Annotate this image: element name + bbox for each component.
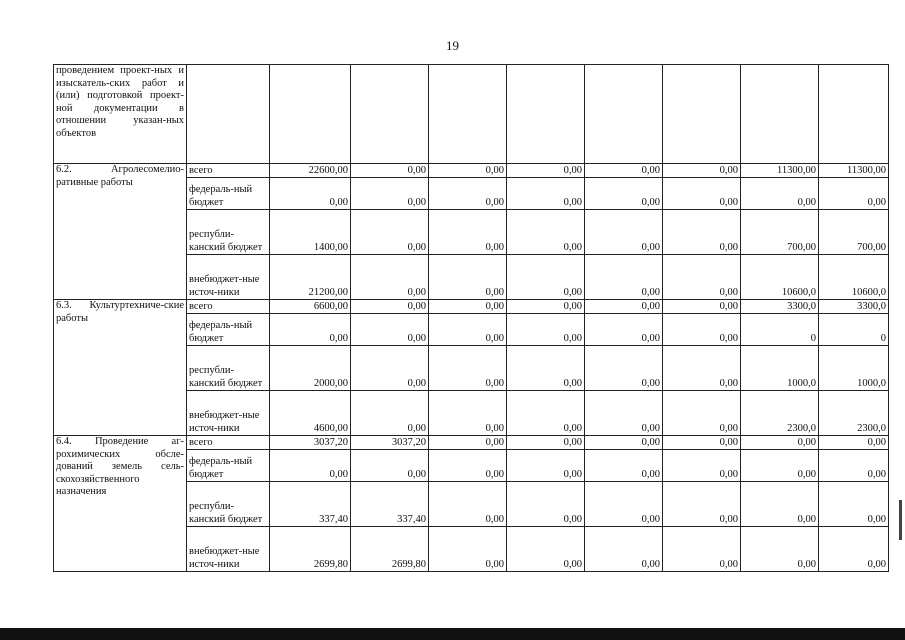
empty-cell (429, 65, 507, 164)
amount-cell: 0,00 (351, 210, 429, 255)
empty-cell (351, 65, 429, 164)
amount-cell: 0,00 (507, 436, 585, 450)
empty-cell (585, 65, 663, 164)
amount-cell: 0,00 (270, 450, 351, 482)
funding-source: республи-канский бюджет (187, 210, 270, 255)
funding-source: внебюджет-ные источ-ники (187, 255, 270, 300)
amount-cell: 0,00 (663, 346, 741, 391)
amount-cell: 0,00 (429, 178, 507, 210)
amount-cell: 0,00 (507, 391, 585, 436)
funding-source: федераль-ный бюджет (187, 178, 270, 210)
amount-cell: 2300,0 (741, 391, 819, 436)
amount-cell: 0,00 (663, 450, 741, 482)
amount-cell: 0,00 (507, 255, 585, 300)
amount-cell: 0,00 (507, 314, 585, 346)
amount-cell: 0,00 (663, 178, 741, 210)
amount-cell: 0,00 (429, 391, 507, 436)
amount-cell: 0,00 (429, 210, 507, 255)
funding-source: республи-канский бюджет (187, 346, 270, 391)
amount-cell: 0,00 (819, 482, 889, 527)
amount-cell: 0,00 (270, 314, 351, 346)
amount-cell: 0,00 (351, 450, 429, 482)
amount-cell: 0,00 (585, 391, 663, 436)
amount-cell: 0,00 (351, 255, 429, 300)
amount-cell: 0,00 (507, 450, 585, 482)
amount-cell: 0,00 (585, 314, 663, 346)
amount-cell: 0 (819, 314, 889, 346)
table-row (54, 436, 889, 450)
amount-cell: 6600,00 (270, 300, 351, 314)
amount-cell: 0,00 (819, 450, 889, 482)
amount-cell: 0,00 (429, 300, 507, 314)
page-number: 19 (446, 38, 459, 53)
amount-cell: 0,00 (819, 178, 889, 210)
amount-cell: 700,00 (741, 210, 819, 255)
amount-cell: 0,00 (585, 527, 663, 572)
amount-cell: 3037,20 (351, 436, 429, 450)
amount-cell: 0,00 (429, 255, 507, 300)
empty-cell (663, 65, 741, 164)
amount-cell: 10600,0 (819, 255, 889, 300)
amount-cell: 0,00 (429, 436, 507, 450)
section-title: 6.4. Проведение аг-рохимических обсле-дований земель сель-скохозяйственного назначения (54, 436, 187, 572)
amount-cell: 4600,00 (270, 391, 351, 436)
amount-cell: 0,00 (507, 300, 585, 314)
funding-source: всего (187, 436, 270, 450)
amount-cell: 1000,0 (741, 346, 819, 391)
amount-cell: 11300,00 (741, 164, 819, 178)
amount-cell: 11300,00 (819, 164, 889, 178)
amount-cell: 0,00 (741, 178, 819, 210)
empty-cell (270, 65, 351, 164)
amount-cell: 0,00 (741, 482, 819, 527)
amount-cell: 0,00 (351, 314, 429, 346)
amount-cell: 0,00 (585, 436, 663, 450)
amount-cell: 0,00 (429, 164, 507, 178)
scan-bottom-bar (0, 628, 905, 640)
amount-cell: 0,00 (663, 482, 741, 527)
amount-cell: 3300,0 (741, 300, 819, 314)
amount-cell: 0,00 (507, 178, 585, 210)
section-title: 6.2. Агролесомелио-ративные работы (54, 164, 187, 300)
budget-table (53, 64, 889, 572)
amount-cell: 1000,0 (819, 346, 889, 391)
amount-cell: 0,00 (429, 314, 507, 346)
amount-cell: 21200,00 (270, 255, 351, 300)
amount-cell: 0,00 (585, 450, 663, 482)
funding-source: внебюджет-ные источ-ники (187, 527, 270, 572)
amount-cell: 0,00 (585, 346, 663, 391)
amount-cell: 0,00 (507, 210, 585, 255)
amount-cell: 0,00 (351, 300, 429, 314)
amount-cell: 0,00 (819, 436, 889, 450)
amount-cell: 0,00 (663, 314, 741, 346)
amount-cell: 0,00 (585, 164, 663, 178)
amount-cell: 0,00 (351, 391, 429, 436)
amount-cell: 0,00 (663, 436, 741, 450)
amount-cell: 0,00 (663, 164, 741, 178)
amount-cell: 0,00 (585, 178, 663, 210)
amount-cell: 0,00 (585, 255, 663, 300)
empty-cell (741, 65, 819, 164)
amount-cell: 0,00 (819, 527, 889, 572)
amount-cell: 0,00 (429, 450, 507, 482)
amount-cell: 0,00 (663, 255, 741, 300)
amount-cell: 0,00 (507, 482, 585, 527)
empty-cell (507, 65, 585, 164)
amount-cell: 337,40 (351, 482, 429, 527)
amount-cell: 0,00 (663, 210, 741, 255)
amount-cell: 0,00 (429, 482, 507, 527)
amount-cell: 0,00 (351, 178, 429, 210)
table-body (54, 65, 889, 572)
empty-cell (819, 65, 889, 164)
amount-cell: 0,00 (585, 482, 663, 527)
amount-cell: 0,00 (741, 436, 819, 450)
amount-cell: 700,00 (819, 210, 889, 255)
amount-cell: 2699,80 (351, 527, 429, 572)
amount-cell: 0 (741, 314, 819, 346)
funding-source: федераль-ный бюджет (187, 314, 270, 346)
amount-cell: 0,00 (429, 346, 507, 391)
funding-source: всего (187, 300, 270, 314)
amount-cell: 0,00 (351, 164, 429, 178)
amount-cell: 0,00 (270, 178, 351, 210)
funding-source: всего (187, 164, 270, 178)
amount-cell: 3300,0 (819, 300, 889, 314)
amount-cell: 2000,00 (270, 346, 351, 391)
amount-cell: 22600,00 (270, 164, 351, 178)
amount-cell: 3037,20 (270, 436, 351, 450)
table-row (54, 164, 889, 178)
scan-edge-mark (899, 500, 902, 540)
amount-cell: 0,00 (585, 300, 663, 314)
amount-cell: 1400,00 (270, 210, 351, 255)
amount-cell: 0,00 (429, 527, 507, 572)
amount-cell: 0,00 (507, 164, 585, 178)
empty-cell (187, 65, 270, 164)
amount-cell: 2300,0 (819, 391, 889, 436)
section-title: 6.3. Культуртехниче-ские работы (54, 300, 187, 436)
amount-cell: 0,00 (663, 391, 741, 436)
amount-cell: 0,00 (663, 527, 741, 572)
amount-cell: 337,40 (270, 482, 351, 527)
amount-cell: 2699,80 (270, 527, 351, 572)
amount-cell: 0,00 (507, 527, 585, 572)
funding-source: федераль-ный бюджет (187, 450, 270, 482)
amount-cell: 10600,0 (741, 255, 819, 300)
amount-cell: 0,00 (741, 527, 819, 572)
amount-cell: 0,00 (351, 346, 429, 391)
funding-source: республи-канский бюджет (187, 482, 270, 527)
table-row (54, 300, 889, 314)
amount-cell: 0,00 (507, 346, 585, 391)
amount-cell: 0,00 (663, 300, 741, 314)
amount-cell: 0,00 (585, 210, 663, 255)
continued-row (54, 65, 889, 164)
funding-source: внебюджет-ные источ-ники (187, 391, 270, 436)
amount-cell: 0,00 (741, 450, 819, 482)
continued-description: проведением проект-ных и изыскатель-ских работ и (или) подготовкой проект-ной документации в отношении указан-ных объектов (54, 65, 187, 164)
